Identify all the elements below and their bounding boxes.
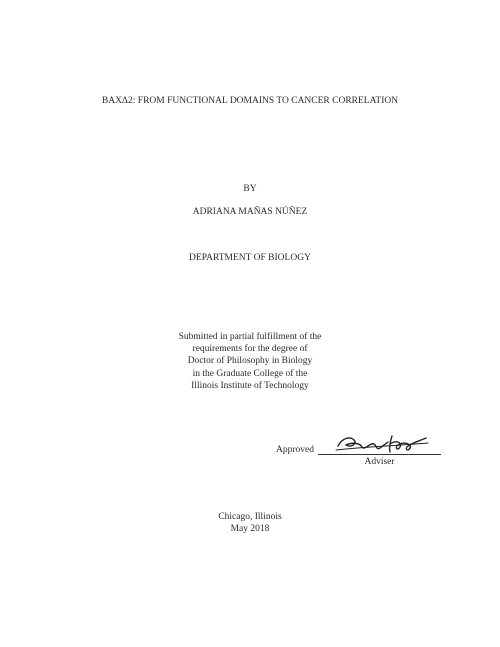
submission-line: Submitted in partial fulfillment of the <box>178 332 322 342</box>
adviser-label: Adviser <box>364 457 395 467</box>
submission-date: May 2018 <box>230 524 270 534</box>
thesis-title: BAXΔ2: FROM FUNCTIONAL DOMAINS TO CANCER CORRELATION <box>101 96 399 106</box>
approved-label: Approved <box>276 445 314 455</box>
submission-line: requirements for the degree of <box>192 344 308 355</box>
department-name: DEPARTMENT OF BIOLOGY <box>189 253 311 263</box>
submission-statement <box>0 331 500 392</box>
location: Chicago, Illinois <box>218 512 282 522</box>
submission-line: Illinois Institute of Technology <box>191 380 309 391</box>
by-label: BY <box>243 184 257 194</box>
approval-block <box>276 430 446 470</box>
submission-line: in the Graduate College of the <box>192 368 308 379</box>
author-name: ADRIANA MAÑAS NÚÑEZ <box>192 207 308 217</box>
adviser-signature-icon <box>332 430 432 456</box>
submission-line: Doctor of Philosophy in Biology <box>187 356 313 367</box>
signature-line <box>318 454 441 455</box>
